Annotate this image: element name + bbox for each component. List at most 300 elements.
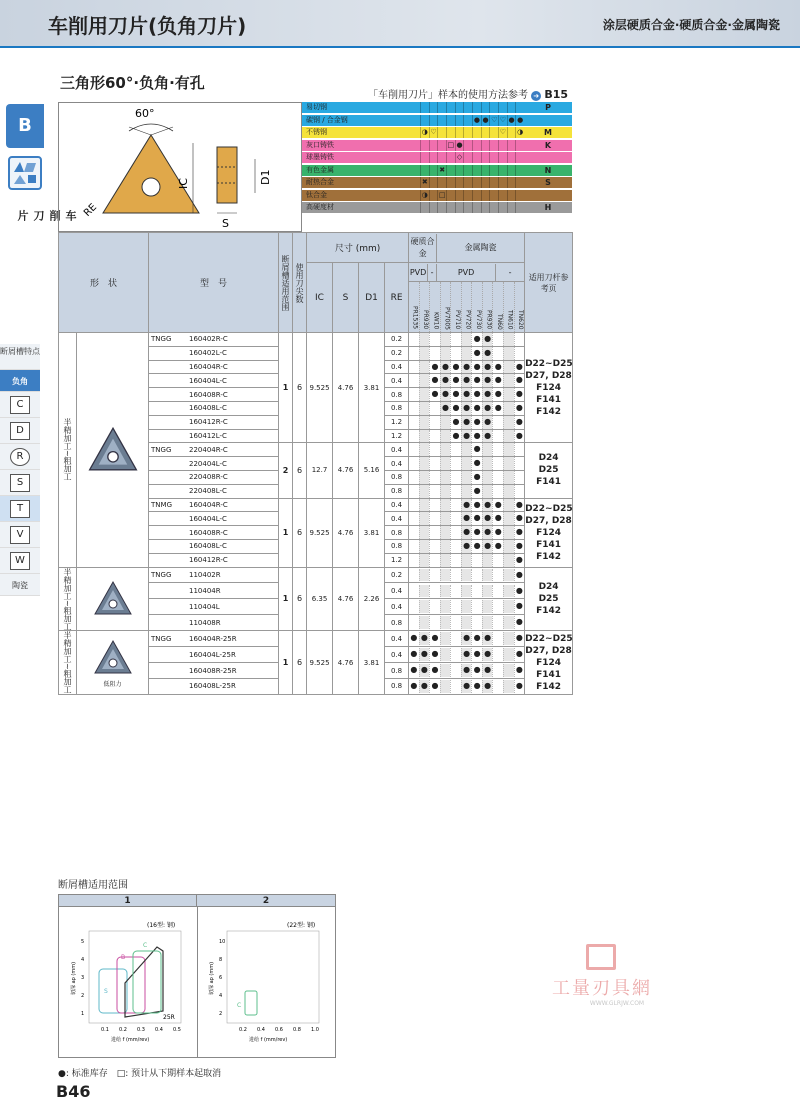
grade-mark [507,102,516,113]
grade-mark [437,202,446,213]
legend-footnote: ●: 标准库存 □: 预计从下期样本起取消 [58,1069,222,1079]
availability-mark: ● [410,633,418,643]
nav-shape-c[interactable] [0,392,40,418]
availability-mark [503,443,514,456]
grade-mark [420,165,429,176]
triangle-insert-icon [87,423,139,475]
availability-mark: ● [514,388,525,401]
availability-mark: ● [440,388,451,401]
model-code: 160408L-C [149,539,279,553]
chart-1-xlabel: 进给 f (mm/rev) [111,1037,150,1043]
model-code: 160402L-C [149,346,279,360]
re-label: RE [81,201,100,220]
availability-mark [503,402,514,415]
grade-mark [463,115,472,126]
availability-mark [409,471,419,484]
nav-shape-v[interactable] [0,522,40,548]
availability-mark [492,443,503,456]
grade-mark [446,202,455,213]
grade-mark [472,190,481,201]
table-row [59,631,573,647]
region-c [133,951,161,1013]
nav-shape-t-label: T [10,500,30,518]
availability-mark: ● [471,632,482,645]
grade-mark [498,177,507,188]
availability-mark [409,443,419,456]
availability-mark: ● [429,648,440,661]
availability-mark [503,512,514,525]
d1-value: 2.26 [359,567,385,631]
grade-mark [437,152,446,163]
region-25r-label: 25R [163,1014,175,1021]
grade-mark: ● [517,115,524,124]
availability-mark: ● [514,632,525,645]
d1-value: 3.81 [359,333,385,443]
availability-mark [503,374,514,387]
availability-mark [429,443,440,456]
application-label: 半精加工~粗加工 [59,631,77,695]
availability-mark: ● [419,632,430,645]
x-tick-label: 0.4 [257,1027,265,1033]
grade-mark [437,115,446,126]
grade-availability [409,498,525,512]
grade-mark [498,190,507,201]
grade-mark: ● [456,140,463,149]
availability-mark: ● [429,664,440,677]
availability-mark [450,512,461,525]
availability-mark [429,616,440,629]
workpiece-label: 灰口铸铁 [306,140,334,149]
x-tick-label: 0.4 [155,1027,163,1033]
availability-mark [419,333,430,346]
availability-mark: ● [450,374,461,387]
availability-mark [461,471,472,484]
holder-reference: D24 D25 F142 [525,567,573,631]
section-badge[interactable]: B [6,104,44,148]
availability-mark [440,664,451,677]
grade-mark [463,102,472,113]
grade-availability [409,567,525,583]
availability-mark: ● [482,347,493,360]
nav-shape-w[interactable] [0,548,40,574]
availability-mark: ● [461,416,472,429]
availability-mark [503,540,514,553]
model-prefix: TNGG [151,445,172,454]
re-header: RE [385,263,409,333]
y-tick-label: 10 [219,939,226,945]
availability-mark [461,457,472,470]
grade-mark [446,152,455,163]
insert-category-icon[interactable] [8,156,42,190]
grade-mark [515,202,524,213]
d1-value: 5.16 [359,443,385,498]
y-tick-label: 8 [219,957,223,963]
workpiece-group: K [544,140,552,150]
nav-ceramic[interactable]: 陶瓷 [0,574,40,596]
availability-mark [409,540,419,553]
availability-mark [440,347,451,360]
availability-mark [440,632,451,645]
grade-mark [446,115,455,126]
s-header: S [333,263,359,333]
availability-mark [492,616,503,629]
site-watermark [552,944,682,1014]
ic-value: 6.35 [307,567,333,631]
grade-mark [455,115,464,126]
model-code: 160408L-25R [149,679,279,695]
chart-1-ylabel: 切深 ap (mm) [71,961,77,995]
x-tick-label: 0.3 [137,1027,145,1033]
availability-mark [503,361,514,374]
workpiece-row [302,102,572,113]
grade-availability [409,539,525,553]
workpiece-grade-marks [420,127,524,138]
grade-group-header [409,233,525,263]
availability-mark [419,388,430,401]
grade-availability [409,374,525,388]
workpiece-group: S [545,178,551,187]
availability-mark [440,430,451,443]
edges-header: 使用刀尖数 [293,233,307,333]
ic-header: IC [307,263,333,333]
availability-mark [419,485,430,498]
d1-label: D1 [259,169,272,185]
availability-mark [440,526,451,539]
availability-mark [429,416,440,429]
grade-code-header: TN610 [503,282,514,332]
availability-mark [492,569,503,582]
availability-mark [409,333,419,346]
availability-mark [409,569,419,582]
availability-mark [409,512,419,525]
re-value: 0.4 [385,512,409,526]
availability-mark [492,333,503,346]
grade-availability [409,679,525,695]
nav-shape-r[interactable] [0,444,40,470]
grade-mark [515,190,524,201]
re-value: 0.8 [385,539,409,553]
availability-mark: ● [429,680,440,693]
nav-shape-d[interactable] [0,418,40,444]
ic-value: 12.7 [307,443,333,498]
availability-mark: ● [461,512,472,525]
availability-mark: ● [482,333,493,346]
availability-mark: ● [514,554,525,567]
table-row [59,567,573,583]
availability-mark: ● [471,457,482,470]
availability-mark [482,485,493,498]
x-tick-label: 1.0 [311,1027,319,1033]
model-prefix: TNGG [151,634,172,643]
availability-mark [503,585,514,598]
availability-mark: ● [471,471,482,484]
grade-mark [429,202,438,213]
availability-mark: ● [514,664,525,677]
re-value: 0.2 [385,333,409,347]
grade-code-header: PV720 [461,282,472,332]
availability-mark [440,569,451,582]
re-value: 0.8 [385,388,409,402]
availability-mark [429,402,440,415]
y-tick-label: 6 [219,975,223,981]
availability-mark [482,471,493,484]
re-value: 0.8 [385,679,409,695]
nav-chipbreaker-features[interactable]: 断屑槽特点 [0,344,40,370]
availability-mark: ● [514,680,525,693]
availability-mark: ● [471,485,482,498]
workpiece-label: 耐热合金 [306,178,334,186]
workpiece-label: 不锈钢 [306,128,327,136]
availability-mark: ● [482,430,493,443]
re-value: 0.4 [385,647,409,663]
availability-mark: ● [482,499,493,512]
grade-availability [409,599,525,615]
availability-mark: ● [429,374,440,387]
model-code: 160408R-25R [149,663,279,679]
grade-mark: ◑ [421,128,428,136]
availability-mark: ● [471,430,482,443]
workpiece-group: M [544,128,552,137]
availability-mark [503,526,514,539]
grade-mark [463,190,472,201]
grade-code-header: TN60 [492,282,503,332]
workpiece-grade-marks [420,102,524,113]
edges-value: 6 [293,567,307,631]
chart-2-note: (22型: 钢) [287,922,316,929]
grade-mark: ♡ [491,115,498,124]
nav-shape-t[interactable] [0,496,40,522]
ic-value: 9.525 [307,333,333,443]
reference-page-link[interactable]: B15 [544,88,569,101]
grade-mark [472,127,481,138]
availability-mark [419,430,430,443]
model-code: 220408R-C [149,470,279,484]
grade-mark [515,102,524,113]
nav-shape-w-label: W [10,552,30,570]
grade-mark [455,190,464,201]
workpiece-group [524,152,572,163]
availability-mark [461,616,472,629]
grade-availability [409,647,525,663]
availability-mark [492,554,503,567]
availability-mark [419,374,430,387]
availability-mark [514,443,525,456]
availability-mark [503,485,514,498]
grade-mark [420,140,429,151]
x-tick-label: 0.2 [239,1027,247,1033]
workpiece-grade-marks [420,177,524,188]
grade-mark [489,190,498,201]
dims-header: 尺寸 (mm) [307,233,409,263]
page-number: B46 [56,1082,91,1101]
model-code: 160404L-C [149,374,279,388]
grade-mark [446,165,455,176]
grade-mark [507,140,516,151]
availability-mark [492,664,503,677]
availability-mark [440,333,451,346]
availability-mark: ● [471,333,482,346]
availability-mark: ● [482,388,493,401]
availability-mark: ● [492,540,503,553]
availability-mark [429,430,440,443]
model-prefix: TNGG [151,335,172,344]
availability-mark: ● [429,361,440,374]
grade-mark: ◇ [455,152,464,163]
availability-mark [450,457,461,470]
nav-negative[interactable]: 负角 [0,370,40,392]
availability-mark: ● [471,402,482,415]
grade-code-header: PR1535 [411,306,419,330]
availability-mark [503,648,514,661]
grade-codes-header [409,263,525,333]
y-tick-label: 2 [219,1011,223,1017]
grade-mark [481,190,490,201]
availability-mark [503,569,514,582]
grade-mark [455,202,464,213]
insert-note: 低阻力 [103,681,122,689]
grade-code-header: PV730 [471,282,482,332]
grade-mark [489,177,498,188]
nav-shape-s[interactable] [0,470,40,496]
grade-mark [429,102,438,113]
pvd-header-2: PVD [437,264,496,281]
availability-mark [419,554,430,567]
grade-availability [409,415,525,429]
availability-mark: ● [429,632,440,645]
insert-image [77,567,149,631]
chart-2-ylabel: 切深 ap (mm) [209,961,215,995]
insert-spec-table [58,232,573,695]
grade-code-header: KW10 [429,282,440,332]
chart-1-header: 1 [59,895,197,907]
chipbreaker-range-value: 1 [279,498,293,567]
grade-mark [463,165,472,176]
availability-mark [492,457,503,470]
workpiece-group [524,190,572,201]
availability-mark [503,632,514,645]
availability-mark [492,485,503,498]
model-code: 160408R-C [149,388,279,402]
availability-mark: ● [419,680,430,693]
availability-mark [429,471,440,484]
grade-mark [472,152,481,163]
grade-mark [507,202,516,213]
reference-note [368,86,568,101]
availability-mark [440,443,451,456]
holder-reference: D22~D25 D27, D28 F124 F141 F142 [525,631,573,695]
availability-mark [503,471,514,484]
grade-mark [489,165,498,176]
availability-mark: ● [482,512,493,525]
availability-mark [492,632,503,645]
availability-mark: ● [492,526,503,539]
grade-mark [498,152,507,163]
chipbreaker-range-value: 2 [279,443,293,498]
grade-availability [409,631,525,647]
grade-mark [437,177,446,188]
availability-mark [409,616,419,629]
model-prefix: TNGG [151,571,172,579]
grade-mark [507,190,516,201]
grade-mark [472,202,481,213]
availability-mark [482,569,493,582]
availability-mark [419,569,430,582]
insert-image [77,631,149,695]
grade-mark [463,152,472,163]
re-value: 0.4 [385,498,409,512]
workpiece-group: N [544,165,552,175]
grade-mark: ● [482,115,489,124]
grade-mark [437,102,446,113]
grade-availability [409,484,525,498]
page-title: 车削用刀片(负角刀片) [48,14,247,38]
grade-mark: ● [508,115,515,124]
availability-mark [461,347,472,360]
availability-mark [461,569,472,582]
availability-mark [419,540,430,553]
table-row [59,333,573,347]
availability-mark [419,600,430,613]
page-header [0,0,800,48]
availability-mark [514,471,525,484]
y-tick-label: 2 [81,993,85,999]
grade-mark: ♡ [499,115,507,124]
availability-mark [450,526,461,539]
availability-mark [450,540,461,553]
re-value: 0.8 [385,484,409,498]
re-value: 0.2 [385,567,409,583]
grade-mark [515,165,524,176]
availability-mark [450,499,461,512]
availability-mark: ● [482,540,493,553]
availability-mark: ● [471,361,482,374]
grade-mark [472,177,481,188]
re-value: 0.4 [385,360,409,374]
availability-mark: ● [471,664,482,677]
availability-mark: ● [514,600,525,613]
availability-mark [450,443,461,456]
dash-header-1: - [428,264,437,281]
availability-mark [419,347,430,360]
availability-mark [409,554,419,567]
grade-mark: ✖ [439,165,446,174]
chart-2-header: 2 [197,895,335,907]
carbide-header: 硬质合金 [409,234,437,262]
grade-mark [455,127,464,138]
d1-value: 3.81 [359,631,385,695]
region-s-label: S [104,988,108,995]
availability-mark [492,430,503,443]
application-label: 半精加工~粗加工 [59,567,77,631]
availability-mark [429,512,440,525]
grade-availability [409,457,525,471]
nav-shape-d-label: D [10,422,30,440]
availability-mark: ● [492,388,503,401]
chipbreaker-range-value: 1 [279,631,293,695]
region-c-2-label: C [237,1002,242,1009]
region-c-2 [245,991,257,1015]
availability-mark: ● [461,526,472,539]
availability-mark: ● [471,443,482,456]
workpiece-label: 有色金属 [306,165,334,174]
availability-mark: ● [482,526,493,539]
grade-mark: ✖ [421,178,428,186]
edges-value: 6 [293,333,307,443]
availability-mark [503,457,514,470]
availability-mark [409,374,419,387]
grade-mark [446,102,455,113]
workpiece-grade-marks [420,165,524,176]
